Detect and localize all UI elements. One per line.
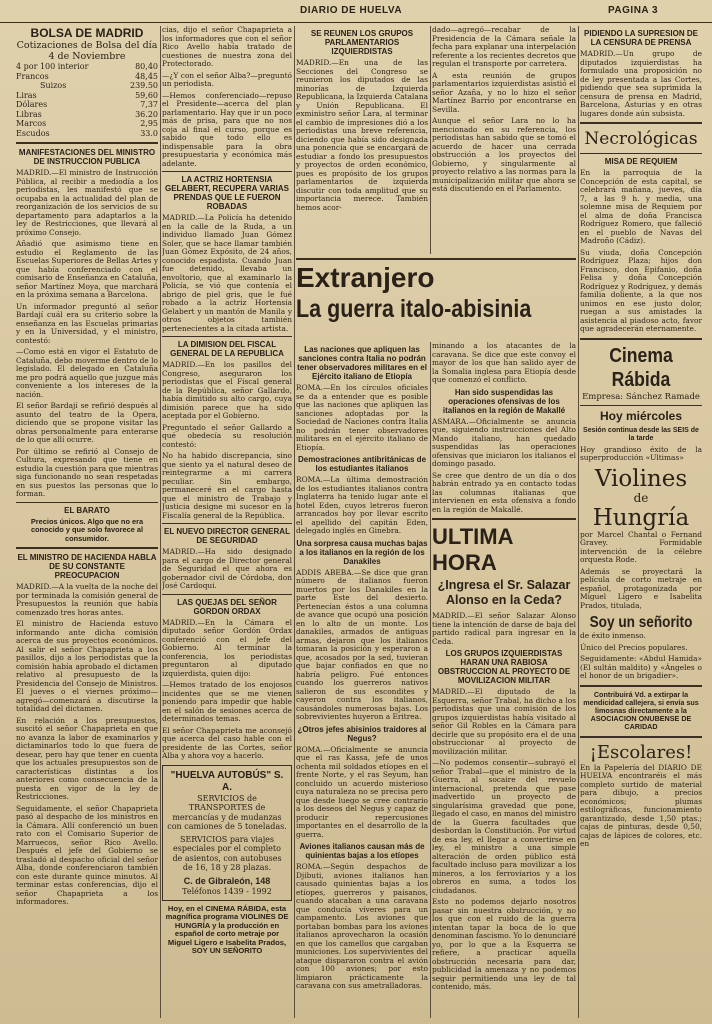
article-paragraph: A esta reunión de grupos parlamentarios izquierdistas asistió el señor Azaña, y no lo hizo el señor Martínez Barrio por encontrarse en Sevilla. [432, 70, 576, 114]
table-row: Marcos 2,95 [16, 119, 158, 128]
ad-text: Precios únicos. Algo que no era conocido y que solo favorece al consumidor. [30, 516, 144, 543]
headline: Las naciones que apliquen las sanciones contra Italia no podrán tener observadores militares en el Ejército italiano de Etiopía [297, 345, 427, 381]
extranjero-banner [296, 258, 576, 340]
column-2 [162, 26, 292, 1020]
article-paragraph: Su viuda, doña Concepción Rodríguez Plaza; hijos don Francisco, don Epifanio, doña Felisa y doña Concepción Rodríguez y Rodríguez, y demás familia doliente, a la que nos unimos en ese justo dolor, ruegan a sus amistades la asistencia al piadoso acto, favor que agradecerán eternamente. [580, 247, 702, 333]
table-row: Suizos 239.50 [40, 81, 158, 90]
column-4-bottom [432, 342, 576, 1020]
divider [162, 523, 292, 524]
article-paragraph: El señor Chapaprieta me aconsejó que acerca del caso hable con el presidente de las Cortes, señor Alba y ahora voy a hacerlo. [162, 725, 292, 760]
cinema-text: Único del Precios populares. [580, 642, 688, 652]
paper-name: DIARIO DE HUELVA [300, 5, 403, 16]
column-rule [578, 26, 579, 1018]
article-paragraph: MADRID.—Un grupo de diputados izquierdistas ha formulado una proposición no de ley presentada a las Cortes, pidiendo que sea suprimida la censura de prensa en Madrid, Barcelona, Asturias y en otras lugares donde aún subsista. [580, 49, 702, 118]
article-paragraph: Un informador preguntó al señor Bardají cuál era su criterio sobre la enseñanza en las Escuelas primarias y en la Universidad, y el ministro, contestó: [16, 301, 158, 345]
headline: Demostraciones antibritánicas de los estudiantes italianos [297, 455, 427, 473]
escolares-title: ¡Escolares! [589, 741, 693, 763]
divider [162, 594, 292, 595]
cinema-session: Sesión continua desde las SEIS de la tarde [583, 426, 699, 442]
article-paragraph: MADRID.—La Policía ha detenido en la calle de la Ruda, a un individuo llamado Juan Gómez Soler, que se hace llamar también Juan Gómez Expósito, de 24 años, conocido espadista. Cuando Juan fue detenido, llevaba un envoltorio, que al examinarlo la Policía, se vió que contenía el abrigo de piel gris, que le fué robado a la actriz Hortensia Gelabert y un mantón de Manila y otros objetos también pertenecientes a la citada artista. [162, 213, 292, 333]
headline: Aviones italianos causan más de quinientas bajas a los etíopes [299, 842, 425, 860]
article-paragraph: MADRID.—En la Cámara el diputado señor Gordón Ordax conferenció con el jefe del Gobierno. Al terminar la conferencia, los periodistas preguntaron al diputado izquierdista, quien dijo: [162, 617, 292, 678]
ad-text: En la Papelería del DIARIO DE HUELVA encontraréis el más completo surtido de material para dibujo, a precios económicos; plumas estilográficas, funcionamiento garantizado, desde 1,50 ptas.; cajas de pinturas, desde 0,50, cajas de lápices de colores, etc. en [580, 762, 702, 849]
ad-address: C. de Gibraleón, 148 [183, 875, 271, 886]
column-3-bottom [296, 342, 428, 1020]
article-paragraph: ROMA.—La última demostración de los estudiantes italianos contra Inglaterra ha tenido lugar ante el hotel Eden, cuyos letreros fueron arrancados hoy por llevar escrito el apellido del capitán Eden, delegado inglés en Ginebra. [296, 475, 428, 535]
article-paragraph: El señor Bardají se refirió después al asunto del teatro de la Opera, diciendo que se propone visitar las obras personalmente para enterarse de lo que allí ocurre. [16, 401, 158, 444]
cinema-text: Además se proyectará la película de corto metraje en español, protagonizada por Miguel Ligero e Isabelita Prados, titulada, [580, 566, 702, 610]
divider [296, 258, 576, 260]
film-title-line: de [633, 490, 649, 505]
article-paragraph: En relación a los presupuestos, suscitó el señor Chapaprieta en que no avanza la labor de examinarlos y dictaminarlos todo lo que fuera de desear, pero hay que tener en cuenta que los actuales presupuestos son de características distintas a los anteriores como consecuencia de la puesta en vigor de la ley de Restricciones. [16, 715, 158, 801]
film-title-line: Hungría [592, 504, 690, 531]
article-paragraph: —No podemos consentir—subrayó el señor Trabal—que el ministro de la Guerra, al socaire del revuelo internacional, pretenda que pase inadvertido un proyecto de singularísima gravedad que pone, llegado el caso, en manos del ministro de la Guerra facultades que desbordan la Constitución. Por virtud de esa ley, el llegar a convertirse en ley, el ministro a una simple alteración de orden público está facultado incluso para movilizar a los mineros, a los ferroviarios y a los obreros en suma, a todos los ciudadanos. [432, 758, 576, 895]
divider [162, 171, 292, 172]
headline: LAS QUEJAS DEL SEÑOR GORDON ORDAX [177, 597, 277, 616]
cinema-text: de éxito inmenso. [580, 631, 646, 640]
necrologicas-title: Necrológicas [584, 129, 698, 149]
headline: LOS GRUPOS IZQUIERDISTAS HARAN UNA RABIOSA OBSTRUCCION AL PROYECTO DE MOVILIZACION MILITAR [437, 649, 571, 685]
article-paragraph: MADRID.—El señor Salazar Alonso tiene la intención de darse de baja del partido radical para ingresar en la Ceda. [432, 611, 576, 646]
article-paragraph: Aunque el señor Lara no lo ha mencionado en su referencia, los periodistas han sabido que se tomó el acuerdo de hacer una cerrada obstrucción a los proyectos del Gobierno, y singularmente al proyecto relativo a las normas para la municipalización militar que ahora se está discutiendo en el Parlamento. [432, 116, 576, 193]
headline: PIDIENDO LA SUPRESION DE LA CENSURA DE PRENSA [584, 29, 698, 47]
divider [580, 338, 702, 340]
ad-text: SERVICIOS de TRANSPORTES de mercancías y de mudanzas con camiones de 5 toneladas. [167, 793, 287, 831]
section-label: Extranjero [296, 262, 435, 293]
table-row: 4 por 100 interior 80,40 [16, 62, 158, 71]
cinema-text: Seguidamente: «Abdul Hamida» (El sultán maldito) y «Ángeles o el honor de un brigadier». [580, 654, 702, 680]
divider [580, 153, 702, 154]
headline: SE REUNEN LOS GRUPOS PARLAMENTARIOS IZQUIERDISTAS [310, 29, 414, 56]
section-headline: La guerra italo-abisinia [296, 295, 532, 323]
article-paragraph: ASMARA.—Oficialmente se anuncia que, siguiendo instrucciones del Alto Mando italiano, han quedado suspendidas las operaciones ofensivas que iniciaron los italianos el domingo pasado. [432, 416, 576, 468]
headline: LA DIMISION DEL FISCAL GENERAL DE LA REPUBLICA [170, 340, 284, 358]
headline: Han sido suspendidas las operaciones ofensivas de los italianos en la región de Makallé [442, 387, 566, 415]
article-paragraph: ROMA.—En los círculos oficiales se da a entender que es posible que las naciones que apliquen las sanciones adoptadas por la Sociedad de Naciones contra Italia no podrán tener observadores militares en el ejército italiano de Etiopía. [296, 383, 428, 452]
column-rule [430, 342, 431, 1018]
article-paragraph: dado—agregó—recabar de la Presidencia de la Cámara señale la fecha para explanar una interpelación referente a los recientes decretos que regulan el transporte por carretera. [432, 26, 576, 68]
headline: MANIFESTACIONES DEL MINISTRO DE INSTRUCCION PUBLICA [18, 148, 156, 166]
article-paragraph: ADDIS ABEBA.—Se dice que gran número de italianos fueron muertos por los Danakiles en la parte Este del desierto. Pertenecían éstos a una columna de avance que ocupó una posición en lo alto de un monte. Los danakiles, armados de antiguas armas, dejaron que los italianos tomaran la posición y esperaron a que, acosados por la sed, tuvieran que bajar confiados en que no habría peligro. Fué entonces cuando los guerreros nativos salieron de sus escondites y cayeron contra los italianos, causándoles numerosas bajas. Los sobrevivientes huyeron a Eritrea. [296, 567, 428, 721]
column-rule [430, 26, 431, 254]
cinema-day: Hoy miércoles [599, 408, 683, 423]
article-paragraph: El ministro de Hacienda estuvo informando ante dicha comisión acerca de sus proyectos económicos. Al salir el señor Chapaprieta a los pasillos, dijo a los periodistas que la comisión había aprobado el dictamen relativo al presupuesto de la Presidencia del Consejo de Ministros. El jueves o el viernes próximo—agregó—comenzará a discutirse la totalidad del dictamen. [16, 619, 158, 713]
headline: LA ACTRIZ HORTENSIA GELABERT, RECUPERA VARIAS PRENDAS QUE LE FUERON ROBADAS [164, 175, 289, 211]
article-paragraph: No ha habido discrepancia, sino que siento ya el natural deseo de reintegrarme a mi carrera peculiar. Sin embargo, permaneceré en el cargo hasta que el ministro de Trabajo y Justicia designe mi sucesor en la Fiscalía general de la República. [162, 451, 292, 520]
film-title-line: Violines [594, 465, 688, 492]
masthead [0, 0, 712, 23]
cinema-promo: Hoy, en el CINEMA RÁBIDA, esta magnífica programa VIOLINES DE HUNGRÍA y la producción en español de corto metraje por Miguel Ligero e Isabelita Prados, SOY UN SEÑORITO [165, 903, 289, 956]
short-film-title: Soy un señorito [589, 614, 693, 631]
bolsa-title: BOLSA DE MADRID [30, 26, 144, 40]
divider [580, 685, 702, 687]
divider [580, 405, 702, 406]
article-paragraph: MADRID.—El diputado de la Esquerra, señor Trabal, ha dicho a los periodistas que una comisión de los grupos izquierdistas había visitado al señor Gil Robles en la Cámara para decirle que su propósito era el de una obstruccionar al proyecto de movilización militar. [432, 687, 576, 756]
ultima-headline: ¿Ingresa el Sr. Salazar Alonso en la Ceda? [437, 578, 571, 607]
article-paragraph: cias, dijo el señor Chapaprieta a los informadores que con el señor Rico Avello había tratado de cuestiones de nuestra zona del Protectorado. [162, 26, 292, 68]
headline: EL MINISTRO DE HACIENDA HABLA DE SU CONSTANTE PREOCUPACION [17, 553, 157, 580]
article-paragraph: ROMA.—Según despachos de Djibuti, aviones italianos han causado quinientas bajas a los etíopes, guerreros y paisanos, cuando atacaban a una caravana que conducía víveres para un campamento. Los aviones que portaban bombas para los aviones italianos aprovecharon la ocasión en que los camellos que cargaban municiones. Los supervivientes del ataque dispararon contra el avión con 100 aviones; por esto limpiaron prácticamente la caravana con sus ametralladoras. [296, 862, 428, 990]
article-paragraph: ROMA.—Oficialmente se anuncia que el ras Kassa, jefe de unos ochenta mil soldados etíopes en el frente Norte, y el ras Seyum, han concluido un acuerdo misterioso cuya naturaleza no se precisa pero que desde luego se cree contrario a los deseos del Negus y capaz de producir repercusiones importantes en el desarrollo de la guerra. [296, 744, 428, 839]
ad-title: "HUELVA AUTOBÚS" S. A. [170, 769, 284, 793]
headline: ¿Otros jefes abisinios traidores al Negus? [297, 724, 427, 743]
article-paragraph: Preguntado el señor Gallardo a qué obedecía su resolución contestó: [162, 422, 292, 449]
article-paragraph: MADRID.—En los pasillos del Congreso, aseguraron los periodistas que el Fiscal general de la República, señor Gallardo, había dimitido su alto cargo, cuya dimisión parece que ha sido aceptada por el Gobierno. [162, 360, 292, 420]
article-paragraph: —Hemos conferenciado—repuso el Presidente—acerca del plan parlamentario. Hay que ir un poco más de prisa, para que no nos coja al final el curso, porque es sabido que todo ello es indispensable para la obra presupuestaria y económica más adelante. [162, 90, 292, 168]
column-5 [580, 26, 702, 1020]
article-paragraph: Seguidamente, el señor Chapaprieta pasó al despacho de los ministros en la Cámara. Allí conferenció un buen rato con el Comisario Superior de Marruecos, señor Rico Avello. Después el jefe del Gobierno se trasladó al despacho oficial del señor Alba, donde conferenciaron también con este durante quince minutos. Al terminar estas conferencias, dijo el señor Chapaprieta a los informadores. [16, 803, 158, 906]
article-paragraph: MADRID.—A la vuelta de la noche del por terminada la comisión general de Presupuestos la reunión que había comenzado tres horas antes. [16, 582, 158, 617]
article-paragraph: Por último se refirió al Consejo de Cultura, expresando que tiene en estudio la cuestión para que mientras siga funcionando no sean respetadas en sus puestos las personas que lo forman. [16, 446, 158, 498]
headline: EL NUEVO DIRECTOR GENERAL DE SEGURIDAD [164, 527, 290, 545]
article-paragraph: MADRID.—Ha sido designado para el cargo de Director general de Seguridad el que ahora es gobernador civil de Córdoba, don José Cardoqui. [162, 547, 292, 590]
column-rule [160, 26, 161, 1018]
divider [580, 736, 702, 738]
headline: Una sorpresa causa muchas bajas a los italianos en la región de los Danakiles [296, 538, 428, 566]
ad-text: SERVICIOS para viajes especiales por el completo de asientos, con autobuses de 16, 18 y 28 plazas. [172, 834, 282, 872]
charity-notice: Contribuirá Vd. a extirpar la mendicidad callejera, si envía sus limosnas directamente a la ASOCIACION ONUBENSE DE CARIDAD [583, 689, 699, 732]
page-number: PAGINA 3 [608, 5, 659, 16]
article-paragraph: —Como está en vigor el Estatuto de Cataluña, debo moverme dentro de lo legislado. El delegado en Cataluña me pro podrá aquello que juzgue más conveniente a los intereses de la nación. [16, 347, 158, 399]
bolsa-subtitle: Cotizaciones de Bolsa del día 4 de Noviembre [16, 40, 158, 62]
table-row: Libras 36.20 [16, 109, 158, 119]
article-paragraph: —Hemos tratado de los enojosos incidentes que se me vienen poniendo para impedir que hable en el salón de sesiones acerca de determinados temas. [162, 680, 292, 723]
column-4-top [432, 26, 576, 252]
column-3-top [296, 26, 428, 252]
cinema-text: Hoy grandioso éxito de la superproducción «Ultimas» [580, 444, 702, 462]
table-row: Liras 59,60 [16, 90, 158, 100]
divider [162, 336, 292, 337]
ad-phone: Teléfonos 1439 - 1992 [182, 886, 272, 896]
bolsa-table [16, 62, 158, 138]
article-paragraph: MADRID.—El ministro de Instrucción Pública, al recibir a mediodía a los periodistas, les manifestó que se ocupaba en la actualidad del plan de reorganización de los servicios de su departamento para adaptarlos a la ley de Restricciones, que llevará al próximo Consejo. [16, 168, 158, 237]
ultima-hora-label: ULTIMA HORA [432, 524, 513, 575]
divider [432, 518, 576, 520]
divider [16, 547, 158, 549]
table-row: Escudos 33.0 [16, 128, 158, 138]
table-row: Dólares 7,37 [16, 100, 158, 109]
article-paragraph: Añadió que asimismo tiene en estudio el Reglamento de las Escuelas Superiores de Bellas Artes y que había conferenciado con el comisario de Enseñanza en Cataluña, señor Martínez Moya, que marchará en la próxima semana a Barcelona. [16, 239, 158, 299]
cinema-text: por Marcel Chantal o Fernand Gravey. Formidable intervención de la célebre orquesta Rode. [580, 529, 702, 564]
article-paragraph: En la parroquia de la Concepción de esta capital, se celebrará mañana, jueves, día 7, a las 9 h. y media, una solemne misa de Requiem por el alma de doña Francisca Rodríguez Romero, que falleció en el pueblo de Navas del Madroño (Cádiz). [580, 168, 702, 245]
divider [16, 502, 158, 503]
table-row: Francos 48,45 [16, 71, 158, 81]
column-rule [294, 26, 295, 1018]
headline: MISA DE REQUIEM [604, 157, 678, 166]
column-1 [16, 26, 158, 1020]
article-paragraph: Esto no podemos dejarlo nosotros pasar sin nuestra obstrucción, y no los que con el ruido de la guerra intentan tapar la boca de lo que denominan fascismo. Yo lo denunciaré yo, por lo que a la Esquerra se refiere, a practicar aquella obstrucción necesaria para dar, publicidad la amenaza y no podemos seguir permitiendo una ley de tal contenido, más. [432, 897, 576, 991]
cinema-empresa: Empresa: Sánchez Ramade [582, 391, 700, 402]
headline: EL BARATO [64, 505, 110, 515]
cinema-title: Cinema Rábida [609, 344, 673, 391]
article-paragraph: Se cree que dentro de un día o dos habrán entrado ya en contacto todas las columnas italianas que intervienen en esta ofensiva a fondo en la región de Makallé. [432, 470, 576, 514]
article-paragraph: MADRID.—En una de las Secciones del Congreso se reunieron los diputados de las minorías de Izquierda Republicana, la Izquierda Catalana y Unión Republicana. El exministro señor Lara, al terminar el cambio de impresiones dió a los periodistas una breve referencia, diciendo que había sido designada una ponencia que se encargará de estudiar a fondo los presupuestos y proyectos de orden económico, pues es propósito de los grupos parlamentarios de izquierda discutir con toda amplitud que su importancia merece. También hemos acor- [296, 58, 428, 212]
huelva-autobus-ad [162, 765, 292, 901]
article-paragraph: —¿Y con el señor Alba?—preguntó un periodista. [162, 70, 292, 88]
divider [16, 142, 158, 144]
divider [580, 122, 702, 124]
article-paragraph: minando a los atacantes de la caravana. Se dice que este convoy el mayor de los que han salido ayer de la Somalia inglesa para Etiopía desde que comenzó el conflicto. [432, 342, 576, 384]
